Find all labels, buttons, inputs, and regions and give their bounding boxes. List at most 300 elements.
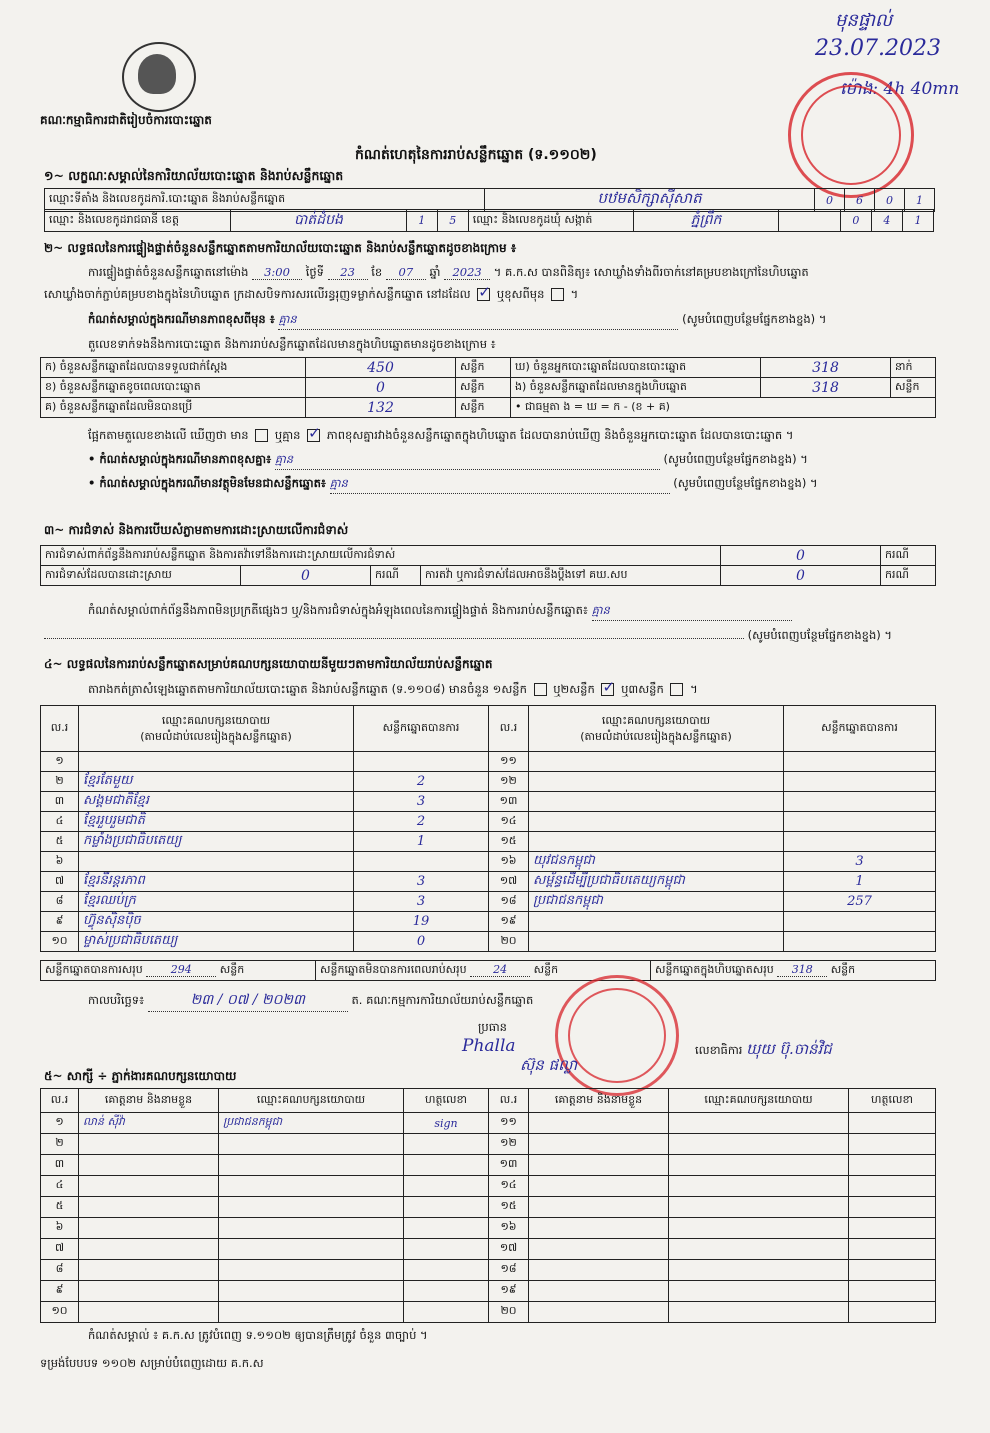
witness-party (669, 1239, 849, 1260)
col-party-sub: (តាមលំដាប់លេខរៀងក្នុងសន្លឹកឆ្នោត) (140, 729, 292, 743)
witness-party (219, 1134, 404, 1155)
witness-party (219, 1239, 404, 1260)
counts-row (41, 378, 936, 398)
result-no: ១ (41, 752, 79, 772)
result-party: ខ្មែរឈប់ក្រ (79, 892, 354, 912)
tally-1-checkbox[interactable] (534, 683, 547, 696)
witness-no: ៩ (41, 1281, 79, 1302)
total-box (651, 961, 936, 981)
witness-no: ១ (41, 1113, 79, 1134)
result-no: ៤ (41, 812, 79, 832)
witness-sign (404, 1218, 489, 1239)
fill-hint: (សូមបំពេញបន្ថែមផ្នែកខាងខ្នង) ។ (747, 628, 892, 642)
total-valid-label: សន្លឹកឆ្នោតបានការសរុប (45, 962, 143, 976)
commune-label: ឈ្មោះ និងលេខកូដឃុំ សង្កាត់ (468, 210, 633, 232)
result-party: ប្រជាជនកម្ពុជា (529, 892, 784, 912)
committee-label: ត. គណៈកម្មការការិយាល័យរាប់សន្លឹកឆ្នោត (351, 993, 534, 1007)
verify-line-1-tail: ។ គ.ក.ស បានពិនិត្យ៖ សោឃ្លាំងទាំងពីរចាក់នៅគម្របខាងក្រៅនៃហិបឆ្នោត (493, 265, 809, 279)
result-row (41, 852, 936, 872)
witness-no: ១៧ (489, 1239, 529, 1260)
footnote: កំណត់សម្គាល់ ៖ គ.ក.ស ត្រូវបំពេញ ទ.១១០២ ឲ្យបានត្រឹមត្រូវ ចំនួន ៣ច្បាប់ ។ (88, 1328, 428, 1342)
witness-sign (404, 1155, 489, 1176)
result-votes: 2 (354, 772, 489, 792)
fill-hint: (សូមបំពេញបន្ថែមផ្នែកខាងខ្នង) ។ (682, 312, 827, 326)
result-party (529, 912, 784, 932)
w-col-no: ល.រ (41, 1089, 79, 1113)
verify-label-month: ខែ (371, 265, 383, 279)
result-row (41, 932, 936, 952)
formula-note: • ជាធម្មតា ង = ឃ = ក - (ខ + គ) (511, 398, 936, 418)
count-value-r: 318 (761, 358, 891, 378)
objection-label: ការជំទាស់ពាក់ព័ន្ធនឹងការរាប់សន្លឹកឆ្នោត និងការតវ៉ាទៅនឹងការដោះស្រាយលើការជំទាស់ (41, 546, 721, 566)
result-no: ៦ (41, 852, 79, 872)
section3-title: ៣~ ការជំទាស់ និងការបើឃសំភ្លាមតាមការដោះស្រាយលើការជំទាស់ (44, 523, 349, 537)
result-votes: 2 (354, 812, 489, 832)
w-col-sign: ហត្ថលេខា (404, 1089, 489, 1113)
witness-row (41, 1134, 936, 1155)
witness-no: ១១ (489, 1113, 529, 1134)
witness-name (529, 1155, 669, 1176)
w-col-sign: ហត្ថលេខា (849, 1089, 936, 1113)
witness-name (79, 1281, 219, 1302)
witness-party (219, 1197, 404, 1218)
total-box-label: សន្លឹកឆ្នោតក្នុងហិបឆ្នោតសរុប (655, 962, 774, 976)
col-votes: សន្លឹកឆ្នោតបានការ (354, 706, 489, 752)
result-no: ១៨ (489, 892, 529, 912)
result-no: ៩ (41, 912, 79, 932)
count-label: ខ) ចំនួនសន្លឹកឆ្នោតខូចពេលបោះឆ្នោត (41, 378, 306, 398)
secretary-value: ឃុយ ប៊ុ.ចាន់វិជ (746, 1040, 832, 1058)
count-label: ក) ចំនួនសន្លឹកឆ្នោតដែលបានទទួលជាក់ស្តែង (41, 358, 306, 378)
witness-name (529, 1176, 669, 1197)
result-no: ១២ (489, 772, 529, 792)
col-party (79, 706, 354, 752)
section2-title: ២~ លទ្ធផលនៃការផ្ទៀងផ្ទាត់ចំនួនសន្លឹកឆ្នោតតាមការិយាល័យបោះឆ្នោត និងរាប់សន្លឹកឆ្នោតដូចខាងក្រោម ៖ (44, 241, 517, 255)
commune-code-digit: 0 (840, 210, 871, 232)
discrepancy-no-label: ឬគ្មាន (274, 428, 301, 442)
date-value: ២៣ / ០៧ / ២០២៣ (148, 990, 348, 1012)
result-votes (354, 752, 489, 772)
witness-sign (404, 1302, 489, 1323)
witness-name (79, 1260, 219, 1281)
change-note-label: កំណត់សម្គាល់ក្នុងករណីមានភាពខុសពីមុន ៖ (88, 312, 275, 326)
irregularity-value: គ្មាន (592, 603, 792, 621)
witness-sign: sign (404, 1113, 489, 1134)
witness-body (41, 1113, 936, 1323)
location-label: ឈ្មោះទីតាំង និងលេខកូដការិ.បោះឆ្នោត និងរាប់សន្លឹកឆ្នោត (45, 189, 485, 212)
counts-row (41, 398, 936, 418)
irregularity-line-2 (44, 628, 892, 645)
verify-month: 07 (386, 265, 426, 280)
verify-line-2-text: សោឃ្លាំងចាក់ភ្ជាប់គម្របខាងក្នុងនៃហិបឆ្នោត ក្រដាសបិទការសរលើរន្ធរុញទម្លាក់សន្លឹកឆ្នោត នៅដដែល (44, 287, 471, 301)
result-votes: 0 (354, 932, 489, 952)
result-no: ៣ (41, 792, 79, 812)
witness-sign (849, 1176, 936, 1197)
fill-hint: (សូមបំពេញបន្ថែមផ្នែកខាងខ្នង) ។ (663, 452, 808, 466)
totals-table (40, 960, 936, 981)
nec-emblem (122, 42, 196, 112)
witness-name (529, 1281, 669, 1302)
witness-row (41, 1197, 936, 1218)
bullet-1-value: គ្មាន (275, 452, 660, 470)
witness-no: ៦ (41, 1218, 79, 1239)
form-code: ទម្រង់បែបបទ ១១០២ សម្រាប់បំពេញដោយ គ.ក.ស (40, 1356, 264, 1370)
result-votes (784, 932, 936, 952)
col-party (529, 706, 784, 752)
witness-name (529, 1260, 669, 1281)
result-party: សម្ព័ន្ធដើម្បីប្រជាធិបតេយ្យកម្ពុជា (529, 872, 784, 892)
commune-code-digit: 1 (902, 210, 933, 232)
commune-value: ភ្នំព្រឹក (634, 210, 779, 232)
count-label-r: ឃ) ចំនួនអ្នកបោះឆ្នោតដែលបានបោះឆ្នោត (511, 358, 761, 378)
col-party-title: ឈ្មោះគណបក្សនយោបាយ (601, 714, 711, 728)
witness-sign (404, 1197, 489, 1218)
fill-hint: (សូមបំពេញបន្ថែមផ្នែកខាងខ្នង) ។ (673, 476, 818, 490)
result-votes: 19 (354, 912, 489, 932)
witness-name (79, 1155, 219, 1176)
witness-row (41, 1155, 936, 1176)
tally-line-text: តារាងកត់ត្រាសំឡេងឆ្នោតតាមការិយាល័យបោះឆ្នោត និងរាប់សន្លឹកឆ្នោត (ទ.១១០៨) មានចំនួន ១សន្លឹក (88, 682, 527, 696)
col-votes: សន្លឹកឆ្នោតបានការ (784, 706, 936, 752)
witness-name (529, 1302, 669, 1323)
discrepancy-tail: ភាពខុសគ្នារវាងចំនួនសន្លឹកឆ្នោតក្នុងហិបឆ្នោត ដែលបានរាប់ឃើញ និងចំនួនអ្នកបោះឆ្នោត ដែលបានបោះឆ្នោត ។ (326, 428, 794, 442)
witness-sign (849, 1302, 936, 1323)
w-col-name: គោត្តនាម និងនាមខ្លួន (79, 1089, 219, 1113)
witness-party (219, 1281, 404, 1302)
witness-party (669, 1302, 849, 1323)
w-col-no: ល.រ (489, 1089, 529, 1113)
witness-party (219, 1302, 404, 1323)
witness-sign (404, 1239, 489, 1260)
result-no: ៨ (41, 892, 79, 912)
witness-name (79, 1176, 219, 1197)
witness-no: ១៦ (489, 1218, 529, 1239)
stamp-note-2: 23.07.2023 (815, 36, 941, 61)
result-party (79, 852, 354, 872)
result-votes (784, 792, 936, 812)
witness-name (79, 1197, 219, 1218)
witness-party (219, 1218, 404, 1239)
location-code-digit: 6 (845, 189, 875, 212)
witness-no: ១២ (489, 1134, 529, 1155)
witness-row (41, 1281, 936, 1302)
witness-no: ៤ (41, 1176, 79, 1197)
witness-sign (849, 1239, 936, 1260)
counts-row (41, 358, 936, 378)
result-row (41, 752, 936, 772)
result-row (41, 812, 936, 832)
bullet-2-label: • កំណត់សម្គាល់ក្នុងករណីមានវត្ថុមិនមែនជាសន្លឹកឆ្នោត៖ (88, 476, 326, 490)
irregularity-note (88, 603, 792, 621)
witness-sign (404, 1281, 489, 1302)
witness-no: ២០ (489, 1302, 529, 1323)
total-valid-value: 294 (146, 963, 216, 977)
date-label: កាលបរិច្ឆេទ៖ (88, 993, 145, 1007)
objection-unit: ករណី (881, 546, 936, 566)
result-votes: 3 (354, 792, 489, 812)
province-label: ឈ្មោះ និងលេខកូដរាជធានី ខេត្ត (45, 210, 231, 232)
w-col-party: ឈ្មោះគណបក្សនយោបាយ (669, 1089, 849, 1113)
count-label: គ) ចំនួនសន្លឹកឆ្នោតដែលមិនបានប្រើ (41, 398, 306, 418)
commune-code-digit: 4 (871, 210, 902, 232)
result-votes (784, 832, 936, 852)
witness-no: ១៨ (489, 1260, 529, 1281)
different-checkbox[interactable] (551, 288, 564, 301)
result-party (529, 812, 784, 832)
verify-line-1 (88, 265, 809, 282)
col-party-sub: (តាមលំដាប់លេខរៀងក្នុងសន្លឹកឆ្នោត) (580, 729, 732, 743)
verify-label-year: ឆ្នាំ (429, 265, 441, 279)
witness-party (669, 1260, 849, 1281)
count-value: 0 (306, 378, 456, 398)
result-party: ម្ចាស់ប្រជាធិបតេយ្យ (79, 932, 354, 952)
intro-line: តួលេខទាក់ទងនឹងការបោះឆ្នោត និងការរាប់សន្លឹកឆ្នោតដែលមានក្នុងហិបឆ្នោតមានដូចខាងក្រោម ៖ (88, 337, 496, 351)
witness-party (669, 1197, 849, 1218)
count-unit-r: សន្លឹក (891, 378, 936, 398)
count-unit: សន្លឹក (456, 358, 511, 378)
result-votes: 3 (784, 852, 936, 872)
result-votes (784, 752, 936, 772)
chair-label: ប្រធាន (478, 1020, 507, 1034)
witness-no: ១៣ (489, 1155, 529, 1176)
total-invalid-value: 24 (470, 963, 530, 977)
verify-line-2: សោឃ្លាំងចាក់ភ្ជាប់គម្របខាងក្នុងនៃហិបឆ្នោត ក្រដាសបិទការសរលើរន្ធរុញទម្លាក់សន្លឹកឆ្នោត នៅដដែល ✓ ឬខុសពីមុន ។ (44, 287, 578, 304)
chair-signature: Phalla (462, 1036, 516, 1056)
result-votes (784, 912, 936, 932)
unit: សន្លឹក (830, 962, 856, 976)
result-row (41, 832, 936, 852)
result-row (41, 772, 936, 792)
witness-row (41, 1239, 936, 1260)
witness-sign (849, 1134, 936, 1155)
witness-sign (404, 1260, 489, 1281)
witness-sign (849, 1113, 936, 1134)
witness-party (219, 1155, 404, 1176)
witness-party (669, 1155, 849, 1176)
col-no: ល.រ (41, 706, 79, 752)
appeal-label: ការតវ៉ា ឬការជំទាស់ដែលអាចនឹងប្តឹងទៅ គឃ.សប (421, 566, 721, 586)
witness-sign (849, 1155, 936, 1176)
w-col-name: គោត្តនាម និងនាមខ្លួន (529, 1089, 669, 1113)
appeal-value: 0 (721, 566, 881, 586)
objection-value: 0 (721, 546, 881, 566)
result-party (529, 752, 784, 772)
witness-name (529, 1239, 669, 1260)
witness-row (41, 1113, 936, 1134)
witness-no: ១៤ (489, 1176, 529, 1197)
form-title: កំណត់ហេតុនៃការរាប់សន្លឹកឆ្នោត (ទ.១១០២) (355, 147, 597, 163)
result-party (529, 832, 784, 852)
section1-title: ១~ លក្ខណៈសម្គាល់នៃការិយាល័យបោះឆ្នោត និងរាប់សន្លឹកឆ្នោត (44, 168, 344, 183)
result-row (41, 912, 936, 932)
witness-party (219, 1260, 404, 1281)
witness-name (79, 1239, 219, 1260)
result-party: ខ្មែររួបរួមជាតិ (79, 812, 354, 832)
unit: សន្លឹក (219, 962, 245, 976)
w-col-party: ឈ្មោះគណបក្សនយោបាយ (219, 1089, 404, 1113)
secretary-label: លេខាធិការ (695, 1043, 743, 1057)
different-label: ឬខុសពីមុន (496, 287, 545, 301)
verify-label-time: ការផ្ទៀងផ្ទាត់ចំនួនសន្លឹកឆ្នោតនៅម៉ោង (88, 265, 249, 279)
results-table (40, 705, 936, 952)
bullet-2 (88, 476, 818, 494)
count-unit-r: នាក់ (891, 358, 936, 378)
witness-name (79, 1134, 219, 1155)
witness-name (79, 1218, 219, 1239)
witness-table (40, 1088, 936, 1323)
results-body (41, 752, 936, 952)
stamp-note-3: ម៉ោង: 4h 40mn (840, 79, 960, 99)
witness-sign (849, 1218, 936, 1239)
section4-title: ៤~ លទ្ធផលនៃការរាប់សន្លឹកឆ្នោតសម្រាប់គណបក្សនយោបាយនីមួយៗតាមការិយាល័យរាប់សន្លឹកឆ្នោត (44, 657, 493, 671)
count-value-r: 318 (761, 378, 891, 398)
result-row (41, 892, 936, 912)
witness-no: ២ (41, 1134, 79, 1155)
province-value: បាត់ដំបង (231, 210, 407, 232)
discrepancy-no-checkbox[interactable] (307, 429, 320, 442)
witness-party (669, 1281, 849, 1302)
discrepancy-yes-checkbox[interactable] (255, 429, 268, 442)
tally-2-checkbox[interactable] (601, 683, 614, 696)
witness-no: ៥ (41, 1197, 79, 1218)
tally-2-label: ឬ២សន្លឹក (553, 682, 595, 696)
resolved-value: 0 (241, 566, 371, 586)
count-value: 132 (306, 398, 456, 418)
witness-name (529, 1134, 669, 1155)
count-label-r: ង) ចំនួនសន្លឹកឆ្នោតដែលមានក្នុងហិបឆ្នោត (511, 378, 761, 398)
discrepancy-line (88, 428, 793, 445)
province-code-digit: 5 (437, 210, 468, 232)
result-votes: 3 (354, 872, 489, 892)
col-no: ល.រ (489, 706, 529, 752)
irregularity-label: កំណត់សម្គាល់ពាក់ព័ន្ធនឹងភាពមិនប្រក្រតីផ្សេងៗ ឬ/និងការជំទាស់ក្នុងអំឡុងពេលនៃការផ្ទៀងផ្ទាត់ និងការរាប់សន្លឹកឆ្នោត៖ (88, 603, 588, 617)
result-no: ១៩ (489, 912, 529, 932)
discrepancy-label: ផ្អែកតាមតួលេខខាងលើ ឃើញថា មាន (88, 428, 249, 442)
verify-day: 23 (328, 265, 368, 280)
witness-sign (849, 1281, 936, 1302)
witness-party: ប្រជាជនកម្ពុជា (219, 1113, 404, 1134)
location-code-digit: 0 (815, 189, 845, 212)
witness-no: ១០ (41, 1302, 79, 1323)
witness-row (41, 1218, 936, 1239)
witness-row (41, 1302, 936, 1323)
witness-sign (849, 1260, 936, 1281)
witness-party (669, 1176, 849, 1197)
result-party: កម្លាំងប្រជាធិបតេយ្យ (79, 832, 354, 852)
count-unit: សន្លឹក (456, 378, 511, 398)
result-no: ១៧ (489, 872, 529, 892)
resolved-unit: ករណី (371, 566, 421, 586)
result-party (79, 752, 354, 772)
location-code-digit: 1 (905, 189, 935, 212)
witness-name: លាន់ ស៊ីវ៉ា (79, 1113, 219, 1134)
result-row (41, 792, 936, 812)
tally-3-label: ឬ៣សន្លឹក (621, 682, 664, 696)
bullet-1-label: • កំណត់សម្គាល់ក្នុងករណីមានភាពខុសគ្នា៖ (88, 452, 272, 466)
result-no: ២០ (489, 932, 529, 952)
same-checkbox[interactable] (477, 288, 490, 301)
witness-party (669, 1218, 849, 1239)
witness-sign (849, 1197, 936, 1218)
tally-3-checkbox[interactable] (670, 683, 683, 696)
verify-year: 2023 (444, 265, 490, 280)
appeal-unit: ករណី (881, 566, 936, 586)
verify-time: 3:00 (252, 265, 302, 280)
witness-party (669, 1113, 849, 1134)
count-unit: សន្លឹក (456, 398, 511, 418)
result-votes: 257 (784, 892, 936, 912)
witness-party (219, 1176, 404, 1197)
witness-sign (404, 1176, 489, 1197)
verify-label-day: ថ្ងៃទី (305, 265, 324, 279)
change-note (88, 312, 826, 330)
result-party: ខ្មែរនីរន្តរភាព (79, 872, 354, 892)
witness-no: ៣ (41, 1155, 79, 1176)
result-party: ខ្មែរតែមួយ (79, 772, 354, 792)
result-votes (784, 772, 936, 792)
witness-no: ៨ (41, 1260, 79, 1281)
result-party (529, 792, 784, 812)
change-note-value: គ្មាន (278, 312, 678, 330)
result-votes: 3 (354, 892, 489, 912)
section1-table-row2 (44, 209, 934, 232)
result-no: ១៥ (489, 832, 529, 852)
witness-sign (404, 1134, 489, 1155)
bullet-1 (88, 452, 808, 470)
result-no: ១៦ (489, 852, 529, 872)
total-box-value: 318 (777, 963, 827, 977)
result-row (41, 872, 936, 892)
result-no: ៧ (41, 872, 79, 892)
section5-title: ៥~ សាក្សី ÷ ភ្នាក់ងារគណបក្សនយោបាយ (44, 1069, 237, 1083)
result-no: ៥ (41, 832, 79, 852)
province-code-digit: 1 (406, 210, 437, 232)
counts-table (40, 357, 936, 418)
witness-name (529, 1218, 669, 1239)
bullet-2-value: គ្មាន (330, 476, 670, 494)
witness-row (41, 1260, 936, 1281)
official-seal-top (788, 72, 914, 198)
witness-no: ១៥ (489, 1197, 529, 1218)
unit: សន្លឹក (533, 962, 559, 976)
result-party: យុវជនកម្ពុជា (529, 852, 784, 872)
witness-no: ១៩ (489, 1281, 529, 1302)
col-party-title: ឈ្មោះគណបក្សនយោបាយ (161, 714, 271, 728)
witness-name (529, 1197, 669, 1218)
stamp-note-1: មុនផ្ទាល់ (835, 10, 893, 31)
resolved-label: ការជំទាស់ដែលបានដោះស្រាយ (41, 566, 241, 586)
location-value: បឋមសិក្សាស៊ីសាត (485, 189, 815, 212)
result-no: ២ (41, 772, 79, 792)
witness-name (79, 1302, 219, 1323)
result-no: ១១ (489, 752, 529, 772)
total-invalid-label: សន្លឹកឆ្នោតមិនបានការពេលរាប់សរុប (320, 962, 467, 976)
result-party: ហ៊្វុនស៊ិនប៉ិច (79, 912, 354, 932)
chair-name: ស៊ុន ផល្លា (520, 1056, 578, 1074)
date-line (88, 990, 533, 1012)
result-votes: 1 (354, 832, 489, 852)
location-code-digit: 0 (875, 189, 905, 212)
result-votes (784, 812, 936, 832)
result-votes (354, 852, 489, 872)
result-party (529, 932, 784, 952)
objection-table (40, 545, 936, 586)
result-no: ១៤ (489, 812, 529, 832)
witness-no: ៧ (41, 1239, 79, 1260)
secretary (695, 1040, 832, 1062)
witness-row (41, 1176, 936, 1197)
tally-line: តារាងកត់ត្រាសំឡេងឆ្នោតតាមការិយាល័យបោះឆ្នោត និងរាប់សន្លឹកឆ្នោត (ទ.១១០៨) មានចំនួន ១សន្លឹក ឬ២សន្លឹក ✓ ឬ៣សន្លឹក ។ (88, 682, 698, 699)
